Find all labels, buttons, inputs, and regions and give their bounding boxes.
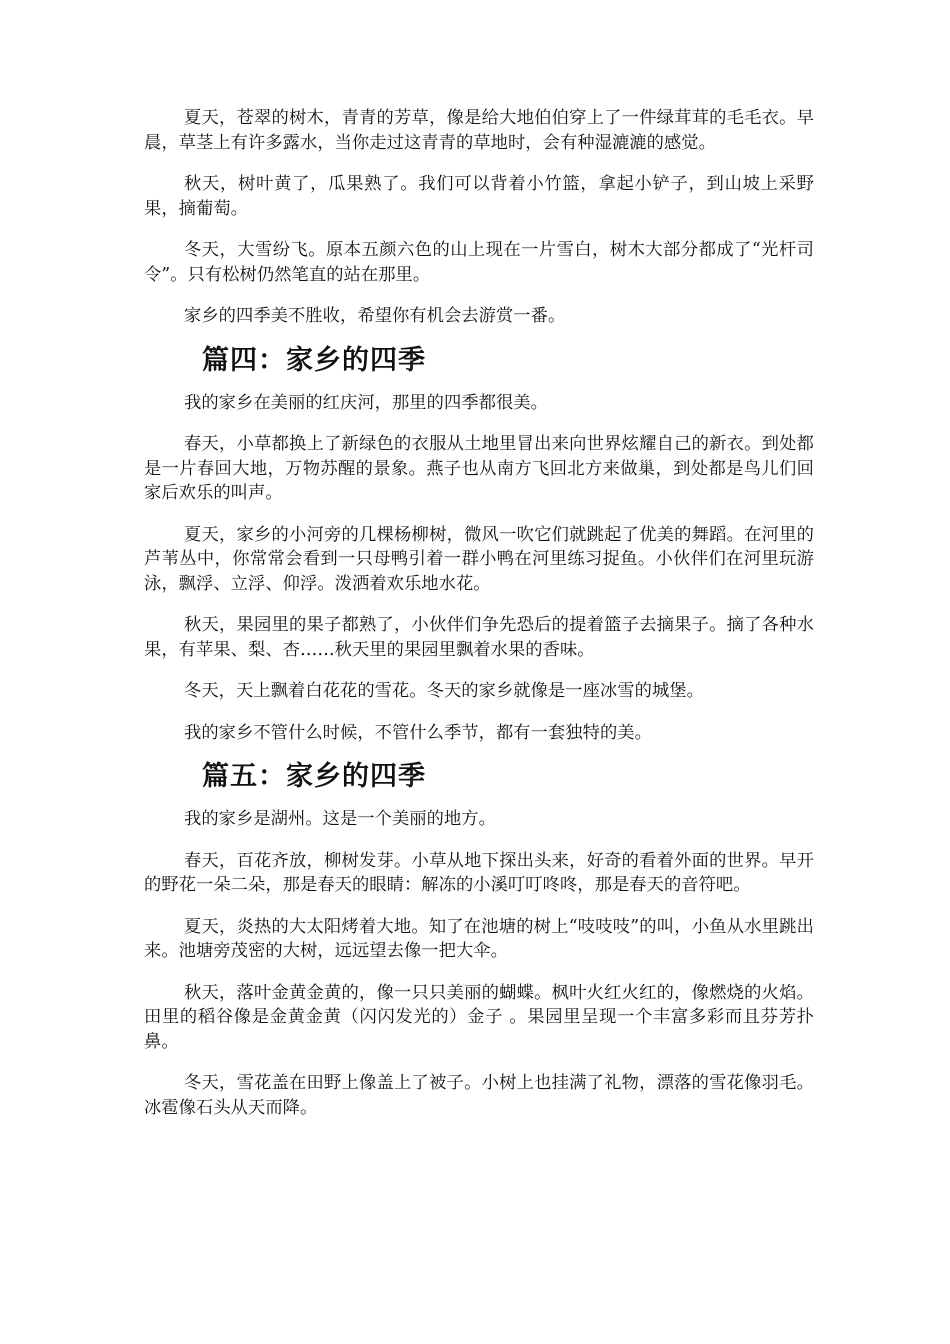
paragraph-winter: 冬天，大雪纷飞。原本五颜六色的山上现在一片雪白，树木大部分都成了“光杆司令”。只有松树仍然笔直的站在那里。 — [144, 240, 814, 285]
paragraph-summer-part5: 夏天，炎热的大太阳烤着大地。知了在池塘的树上“吱吱吱”的叫，小鱼从水里跳出来。池塘旁茂密的大树，远远望去像一把大伞。 — [144, 916, 814, 961]
paragraph-autumn-part5: 秋天，落叶金黄金黄的，像一只只美丽的蝴蝶。枫叶火红火红的，像燃烧的火焰。田里的稻谷像是金黄金黄（闪闪发光的）金子 。果园里呈现一个丰富多彩而且芬芳扑鼻。 — [144, 982, 814, 1052]
paragraph-autumn: 秋天，树叶黄了，瓜果熟了。我们可以背着小竹篮，拿起小铲子，到山坡上采野果，摘葡萄。 — [144, 174, 814, 219]
paragraph-spring-part4: 春天，小草都换上了新绿色的衣服从土地里冒出来向世界炫耀自己的新衣。到处都是一片春回大地，万物苏醒的景象。燕子也从南方飞回北方来做巢，到处都是鸟儿们回家后欢乐的叫声。 — [144, 434, 814, 503]
section-title-part5: 篇五：家乡的四季 — [202, 761, 426, 792]
paragraph-conclusion-part4: 我的家乡不管什么时候，不管什么季节，都有一套独特的美。 — [184, 722, 652, 743]
paragraph-winter-part4: 冬天，天上飘着白花花的雪花。冬天的家乡就像是一座冰雪的城堡。 — [184, 681, 704, 701]
document-page — [144, 106, 814, 1120]
section-title-part4: 篇四：家乡的四季 — [202, 344, 426, 376]
paragraph-summer: 夏天，苍翠的树木，青青的芳草，像是给大地伯伯穿上了一件绿茸茸的毛毛衣。早晨，草茎上有许多露水，当你走过这青青的草地时，会有种湿漉漉的感觉。 — [144, 108, 814, 153]
paragraph-intro-part5: 我的家乡是湖州。这是一个美丽的地方。 — [184, 809, 496, 829]
paragraph-intro-part4: 我的家乡在美丽的红庆河，那里的四季都很美。 — [184, 392, 548, 413]
paragraph-winter-part5: 冬天，雪花盖在田野上像盖上了被子。小树上也挂满了礼物，漂落的雪花像羽毛。冰雹像石头从天而降。 — [144, 1073, 814, 1118]
paragraph-conclusion: 家乡的四季美不胜收，希望你有机会去游赏一番。 — [184, 306, 566, 326]
paragraph-autumn-part4: 秋天，果园里的果子都熟了，小伙伴们争先恐后的提着篮子去摘果子。摘了各种水果，有苹果、梨、杏……秋天里的果园里飘着水果的香味。 — [144, 615, 814, 660]
paragraph-summer-part4: 夏天，家乡的小河旁的几棵杨柳树，微风一吹它们就跳起了优美的舞蹈。在河里的芦苇丛中，你常常会看到一只母鸭引着一群小鸭在河里练习捉鱼。小伙伴们在河里玩游泳，飘浮、立浮、仰浮。泼洒着欢乐地水花。 — [144, 524, 814, 594]
paragraph-spring-part5: 春天，百花齐放，柳树发芽。小草从地下探出头来，好奇的看着外面的世界。早开的野花一朵二朵，那是春天的眼睛：解冻的小溪叮叮咚咚，那是春天的音符吧。 — [144, 850, 814, 895]
